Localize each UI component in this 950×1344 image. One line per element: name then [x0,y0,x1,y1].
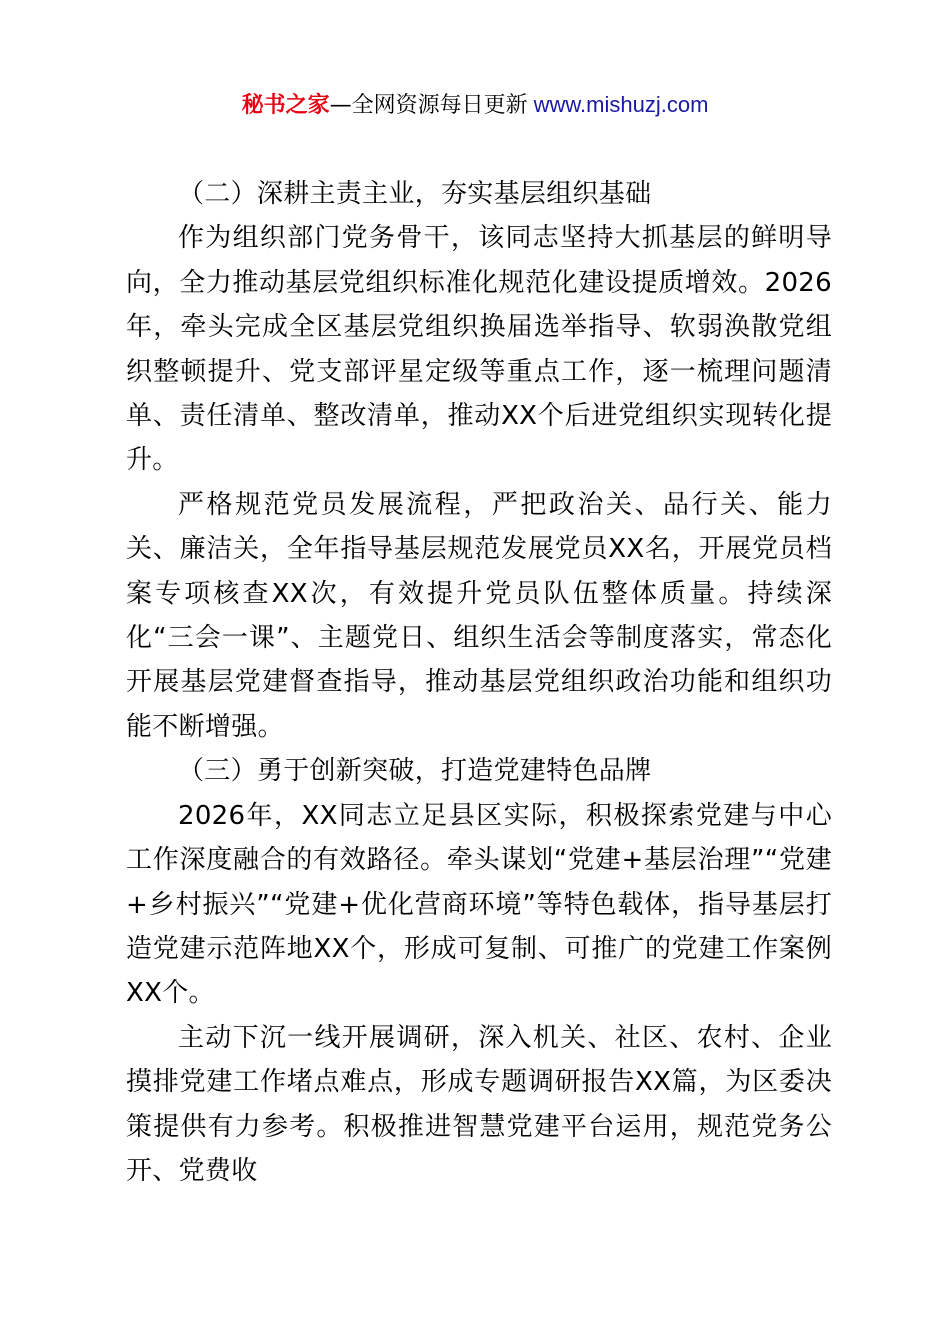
page-header [0,88,950,123]
paragraph: 作为组织部门党务骨干，该同志坚持大抓基层的鲜明导向，全力推动基层党组织标准化规范化建设提质增效。2026年，牵头完成全区基层党组织换届选举指导、软弱涣散党组织整顿提升、党支部评星定级等重点工作，逐一梳理问题清单、责任清单、整改清单，推动XX个后进党组织实现转化提升。 [126,223,832,476]
paragraph: 2026年，XX同志立足县区实际，积极探索党建与中心工作深度融合的有效路径。牵头谋划“党建+基层治理”“党建+乡村振兴”“党建+优化营商环境”等特色载体，指导基层打造党建示范阵地XX个，形成可复制、可推广的党建工作案例XX个。 [126,800,832,1009]
document-body [126,172,832,1193]
brand-name: 秘书之家 [241,93,330,118]
section-heading-3: （三）勇于创新突破，打造党建特色品牌 [178,756,652,787]
header-url-link[interactable]: www.mishuzj.com [533,92,709,117]
paragraph: 主动下沉一线开展调研，深入机关、社区、农村、企业摸排党建工作堵点难点，形成专题调研报告XX篇，为区委决策提供有力参考。积极推进智慧党建平台运用，规范党务公开、党费收 [126,1022,832,1186]
header-slogan: 全网资源每日更新 [351,93,528,118]
paragraph: 严格规范党员发展流程，严把政治关、品行关、能力关、廉洁关，全年指导基层规范发展党员XX名，开展党员档案专项核查XX次，有效提升党员队伍整体质量。持续深化“三会一课”、主题党日、组织生活会等制度落实，常态化开展基层党建督查指导，推动基层党组织政治功能和组织功能不断增强。 [126,489,832,742]
header-dash: — [329,93,352,118]
section-heading-2: （二）深耕主责主业，夯实基层组织基础 [178,179,652,209]
